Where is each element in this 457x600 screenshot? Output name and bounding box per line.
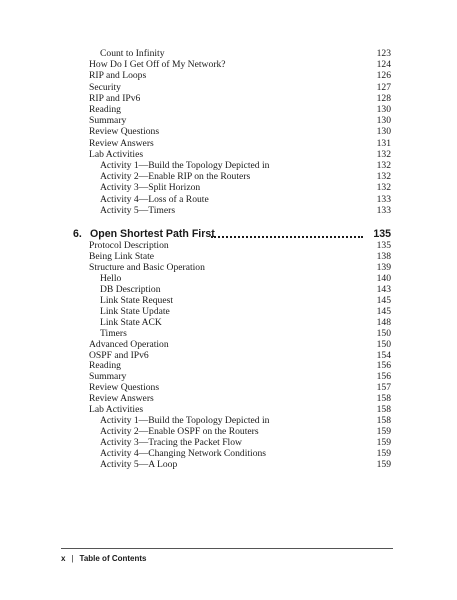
toc-entry-page: 159 xyxy=(376,426,391,438)
toc-entry-page: 127 xyxy=(376,81,391,93)
toc-entry[interactable] xyxy=(89,437,391,448)
toc-entry-page: 143 xyxy=(376,283,391,295)
toc-entry-page: 130 xyxy=(376,104,391,115)
toc-entry[interactable] xyxy=(89,382,391,393)
toc-entry-page: 131 xyxy=(376,137,391,149)
toc-entry-title: Activity 5—A Loop xyxy=(100,459,178,470)
toc-entry[interactable] xyxy=(89,295,391,306)
toc-entry-page: 138 xyxy=(376,250,391,262)
toc-entry-page: 158 xyxy=(376,393,391,405)
toc-entry[interactable] xyxy=(89,48,391,59)
toc-entry-page: 150 xyxy=(376,327,391,339)
toc-entry[interactable] xyxy=(89,194,391,205)
toc-entry[interactable] xyxy=(89,82,391,93)
toc-entry-title: Summary xyxy=(89,371,127,383)
toc-entry[interactable] xyxy=(89,393,391,404)
toc-entry-page: 148 xyxy=(376,316,391,328)
toc-entry-title: How Do I Get Off of My Network? xyxy=(89,59,226,71)
toc-entry[interactable] xyxy=(89,262,391,273)
toc-entry-page: 159 xyxy=(376,459,391,470)
toc-entry-page: 159 xyxy=(376,448,391,460)
toc-entry-title: Lab Activities xyxy=(89,404,144,416)
toc-entry-title: Link State Request xyxy=(100,294,174,306)
toc-entry-title: Hello xyxy=(100,272,122,284)
toc-entry-title: Activity 2—Enable RIP on the Routers xyxy=(100,171,251,183)
toc-entry[interactable] xyxy=(89,284,391,295)
toc-entry-page: 158 xyxy=(376,415,391,427)
toc-entry-page: 132 xyxy=(376,148,391,160)
toc-entry-page: 154 xyxy=(376,349,391,361)
toc-entry-title: Count to Infinity xyxy=(100,48,165,59)
toc-entry-page: 133 xyxy=(376,204,391,216)
toc-entry[interactable] xyxy=(89,251,391,262)
toc-entry-title: Security xyxy=(89,81,121,93)
toc-entry-title: Link State ACK xyxy=(100,316,162,328)
toc-entry[interactable] xyxy=(89,70,391,81)
toc-entry-page: 132 xyxy=(376,160,391,171)
toc-entry[interactable] xyxy=(89,240,391,251)
toc-entry[interactable] xyxy=(89,126,391,137)
toc-entry-page: 156 xyxy=(376,360,391,372)
toc-entry-title: RIP and IPv6 xyxy=(89,92,141,104)
toc-entry-title: Activity 4—Changing Network Conditions xyxy=(100,448,267,460)
dot-leader xyxy=(211,236,363,238)
toc-entry-page: 156 xyxy=(376,371,391,383)
toc-entry-title: Activity 3—Tracing the Packet Flow xyxy=(100,437,242,449)
toc-entry-title: Review Questions xyxy=(89,126,160,138)
footer-separator: | xyxy=(71,554,74,563)
toc-entry-title: Activity 3—Split Horizon xyxy=(100,182,201,194)
toc-entry-page: 157 xyxy=(376,382,391,394)
toc-entry-page: 128 xyxy=(376,92,391,104)
toc-entry-title: Protocol Description xyxy=(89,240,169,251)
toc-entry-page: 124 xyxy=(376,59,391,71)
toc-entry-title: Reading xyxy=(89,104,121,115)
toc-entry[interactable] xyxy=(89,138,391,149)
toc-entry[interactable] xyxy=(89,160,391,171)
toc-entry-title: DB Description xyxy=(100,283,161,295)
toc-entry[interactable] xyxy=(89,182,391,193)
chapter-title: Open Shortest Path First xyxy=(90,228,215,240)
toc-entry[interactable] xyxy=(89,415,391,426)
toc-entry[interactable] xyxy=(89,59,391,70)
chapter-number: 6. xyxy=(73,228,82,240)
chapter-heading[interactable] xyxy=(73,227,391,241)
toc-entry-page: 140 xyxy=(376,272,391,284)
toc-entry[interactable] xyxy=(89,328,391,339)
toc-entry[interactable] xyxy=(89,371,391,382)
toc-entry-title: Activity 2—Enable OSPF on the Routers xyxy=(100,426,259,438)
toc-entry-page: 158 xyxy=(376,404,391,416)
toc-entry-title: Activity 5—Timers xyxy=(100,204,176,216)
toc-entry[interactable] xyxy=(89,104,391,115)
toc-entry[interactable] xyxy=(89,273,391,284)
toc-entry[interactable] xyxy=(89,448,391,459)
toc-entry-page: 145 xyxy=(376,305,391,317)
toc-entry-title: Advanced Operation xyxy=(89,338,169,350)
toc-entry-title: Reading xyxy=(89,360,121,372)
toc-entry-title: Timers xyxy=(100,327,127,339)
toc-entry[interactable] xyxy=(89,426,391,437)
chapter-page: 135 xyxy=(373,228,391,240)
toc-entry-page: 159 xyxy=(376,437,391,449)
toc-entry[interactable] xyxy=(89,350,391,361)
toc-entry-title: Summary xyxy=(89,115,127,127)
page-footer xyxy=(61,553,147,565)
footer-label: Table of Contents xyxy=(79,554,147,563)
toc-entry-title: Lab Activities xyxy=(89,148,144,160)
toc-entry-page: 145 xyxy=(376,294,391,306)
toc-entry-page: 123 xyxy=(376,48,391,59)
toc-entry-title: Link State Update xyxy=(100,305,170,317)
toc-entry-title: Activity 1—Build the Topology Depicted in xyxy=(100,415,270,427)
toc-entry-page: 139 xyxy=(376,261,391,273)
toc-entry-page: 150 xyxy=(376,338,391,350)
toc-entry-title: OSPF and IPv6 xyxy=(89,349,149,361)
toc-entry-page: 132 xyxy=(376,182,391,194)
toc-entry-page: 135 xyxy=(376,240,391,251)
footer-divider xyxy=(61,548,393,549)
toc-entry-title: Review Answers xyxy=(89,137,154,149)
toc-entry[interactable] xyxy=(89,339,391,350)
toc-entry-page: 130 xyxy=(376,126,391,138)
toc-entry[interactable] xyxy=(89,459,391,470)
toc-entry[interactable] xyxy=(89,205,391,216)
toc-entry[interactable] xyxy=(89,93,391,104)
toc-entry[interactable] xyxy=(89,317,391,328)
toc-entry-title: Review Questions xyxy=(89,382,160,394)
toc-entry[interactable] xyxy=(89,360,391,371)
toc-entry[interactable] xyxy=(89,306,391,317)
toc-entry-title: Review Answers xyxy=(89,393,154,405)
toc-entry-page: 126 xyxy=(376,70,391,82)
toc-entry[interactable] xyxy=(89,171,391,182)
toc-entry[interactable] xyxy=(89,115,391,126)
toc-entry-title: RIP and Loops xyxy=(89,70,147,82)
toc-entry-page: 133 xyxy=(376,193,391,205)
toc-entry-page: 130 xyxy=(376,115,391,127)
toc-entry[interactable] xyxy=(89,149,391,160)
toc-entry-title: Activity 1—Build the Topology Depicted in xyxy=(100,160,270,171)
toc-entry-title: Structure and Basic Operation xyxy=(89,261,205,273)
footer-page-number: x xyxy=(61,554,66,563)
toc-entry-title: Activity 4—Loss of a Route xyxy=(100,193,209,205)
toc-entry[interactable] xyxy=(89,404,391,415)
toc-entry-page: 132 xyxy=(376,171,391,183)
toc-entry-title: Being Link State xyxy=(89,250,155,262)
